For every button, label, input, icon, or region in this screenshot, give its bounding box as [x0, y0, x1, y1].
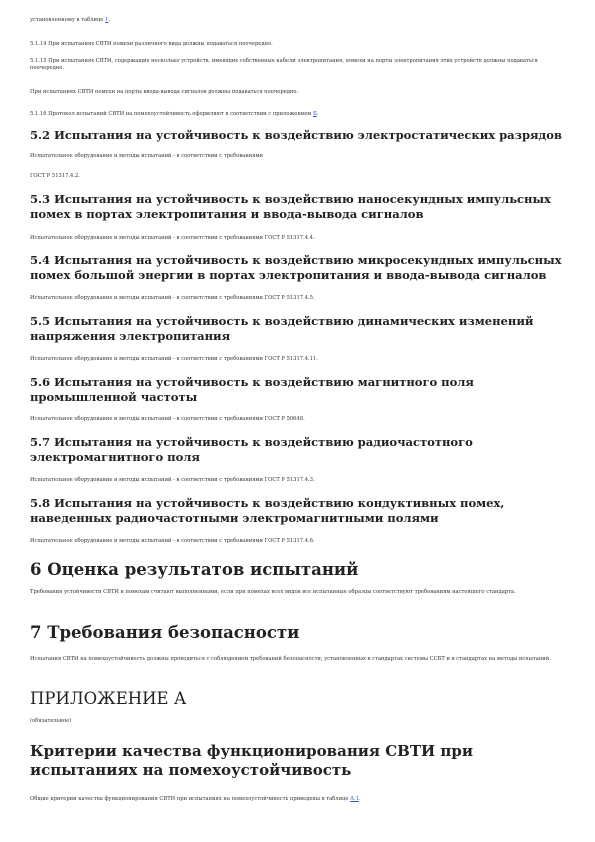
- paragraph-text: установленному в таблице: [30, 17, 106, 23]
- paragraph-tail: .: [108, 17, 110, 23]
- paragraph-5-6: Испытательное оборудование и методы испытаний - в соответствии с требованиями ГОСТ Р 50648.: [30, 416, 305, 422]
- appendix-heading: Критерии качества функционирования СВТИ при испытаниях на помехоустойчивость: [30, 742, 473, 779]
- paragraph-io-ports: При испытаниях СВТИ помехи на порты ввода-вывода сигналов должны подаваться поочередно.: [30, 89, 299, 95]
- heading-5-5: 5.5 Испытания на устойчивость к воздействию динамических изменений напряжения электропитания: [30, 314, 534, 343]
- paragraph-5-4: Испытательное оборудование и методы испытаний - в соответствии с требованиями ГОСТ Р 51317.4.5.: [30, 295, 315, 301]
- paragraph-5-1-14: 5.1.14 При испытаниях СВТИ помехи различного вида должны подаваться поочередно.: [30, 41, 273, 47]
- heading-5-4: 5.4 Испытания на устойчивость к воздействию микросекундных импульсных помех большой энергии в портах электропитания и ввода-вывода сигналов: [30, 253, 562, 282]
- heading-5-7: 5.7 Испытания на устойчивость к воздействию радиочастотного электромагнитного поля: [30, 435, 473, 464]
- paragraph-text: 5.1.16 Протокол испытаний СВТИ на помехоустойчивость оформляют в соответствии с приложением: [30, 111, 313, 117]
- heading-5-6: 5.6 Испытания на устойчивость к воздействию магнитного поля промышленной частоты: [30, 375, 474, 404]
- link-appendix-b[interactable]: Б: [312, 111, 317, 117]
- appendix-title: ПРИЛОЖЕНИЕ А: [30, 689, 187, 708]
- paragraph-5-1-15: 5.1.15 При испытаниях СВТИ, содержащих несколько устройств, имеющих собственные кабели электропитания, помехи на порты электропитания этих устройств должны подаваться поочередно.: [30, 58, 538, 72]
- paragraph-5-3: Испытательное оборудование и методы испытаний - в соответствии с требованиями ГОСТ Р 51317.4.4.: [30, 235, 315, 241]
- paragraph-5-7: Испытательное оборудование и методы испытаний - в соответствии с требованиями ГОСТ Р 51317.4.3.: [30, 477, 315, 483]
- heading-5-3: 5.3 Испытания на устойчивость к воздействию наносекундных импульсных помех в портах электропитания и ввода-вывода сигналов: [30, 192, 551, 221]
- paragraph-5-1-16: [30, 111, 565, 118]
- appendix-paragraph: [30, 796, 565, 803]
- paragraph-5-2-standard: ГОСТ Р 51317.4.2.: [30, 173, 80, 179]
- paragraph-table-ref: [30, 17, 565, 24]
- heading-section-7: 7 Требования безопасности: [30, 623, 300, 642]
- heading-5-2: 5.2 Испытания на устойчивость к воздействию электростатических разрядов: [30, 128, 562, 142]
- appendix-note: (обязательное): [30, 718, 72, 724]
- link-table-1[interactable]: 1: [105, 17, 109, 23]
- paragraph-section-7: Испытания СВТИ на помехоустойчивость должны проводиться с соблюдением требований безопасности, установленных в стандартах системы ССБТ и в стандартах на методы испытаний.: [30, 656, 551, 662]
- paragraph-section-6: Требования устойчивости СВТИ к помехам считают выполненными, если при помехах всех видов все испытанные образцы соответствуют требованиям настоящего стандарта.: [30, 589, 516, 595]
- paragraph-tail: .: [316, 111, 319, 117]
- paragraph-text: Общие критерии качества функционирования СВТИ при испытаниях на помехоустойчивость приведены в таблице: [30, 796, 351, 802]
- paragraph-5-2: Испытательное оборудование и методы испытаний - в соответствии с требованиями: [30, 153, 264, 159]
- heading-5-8: 5.8 Испытания на устойчивость к воздействию кондуктивных помех, наведенных радиочастотными электромагнитными полями: [30, 496, 505, 525]
- paragraph-5-8: Испытательное оборудование и методы испытаний - в соответствии с требованиями ГОСТ Р 51317.4.6.: [30, 538, 315, 544]
- heading-section-6: 6 Оценка результатов испытаний: [30, 560, 359, 579]
- link-table-a1[interactable]: А.1: [350, 796, 360, 802]
- paragraph-tail: .: [359, 796, 361, 802]
- paragraph-5-5: Испытательное оборудование и методы испытаний - в соответствии с требованиями ГОСТ Р 51317.4.11.: [30, 356, 318, 362]
